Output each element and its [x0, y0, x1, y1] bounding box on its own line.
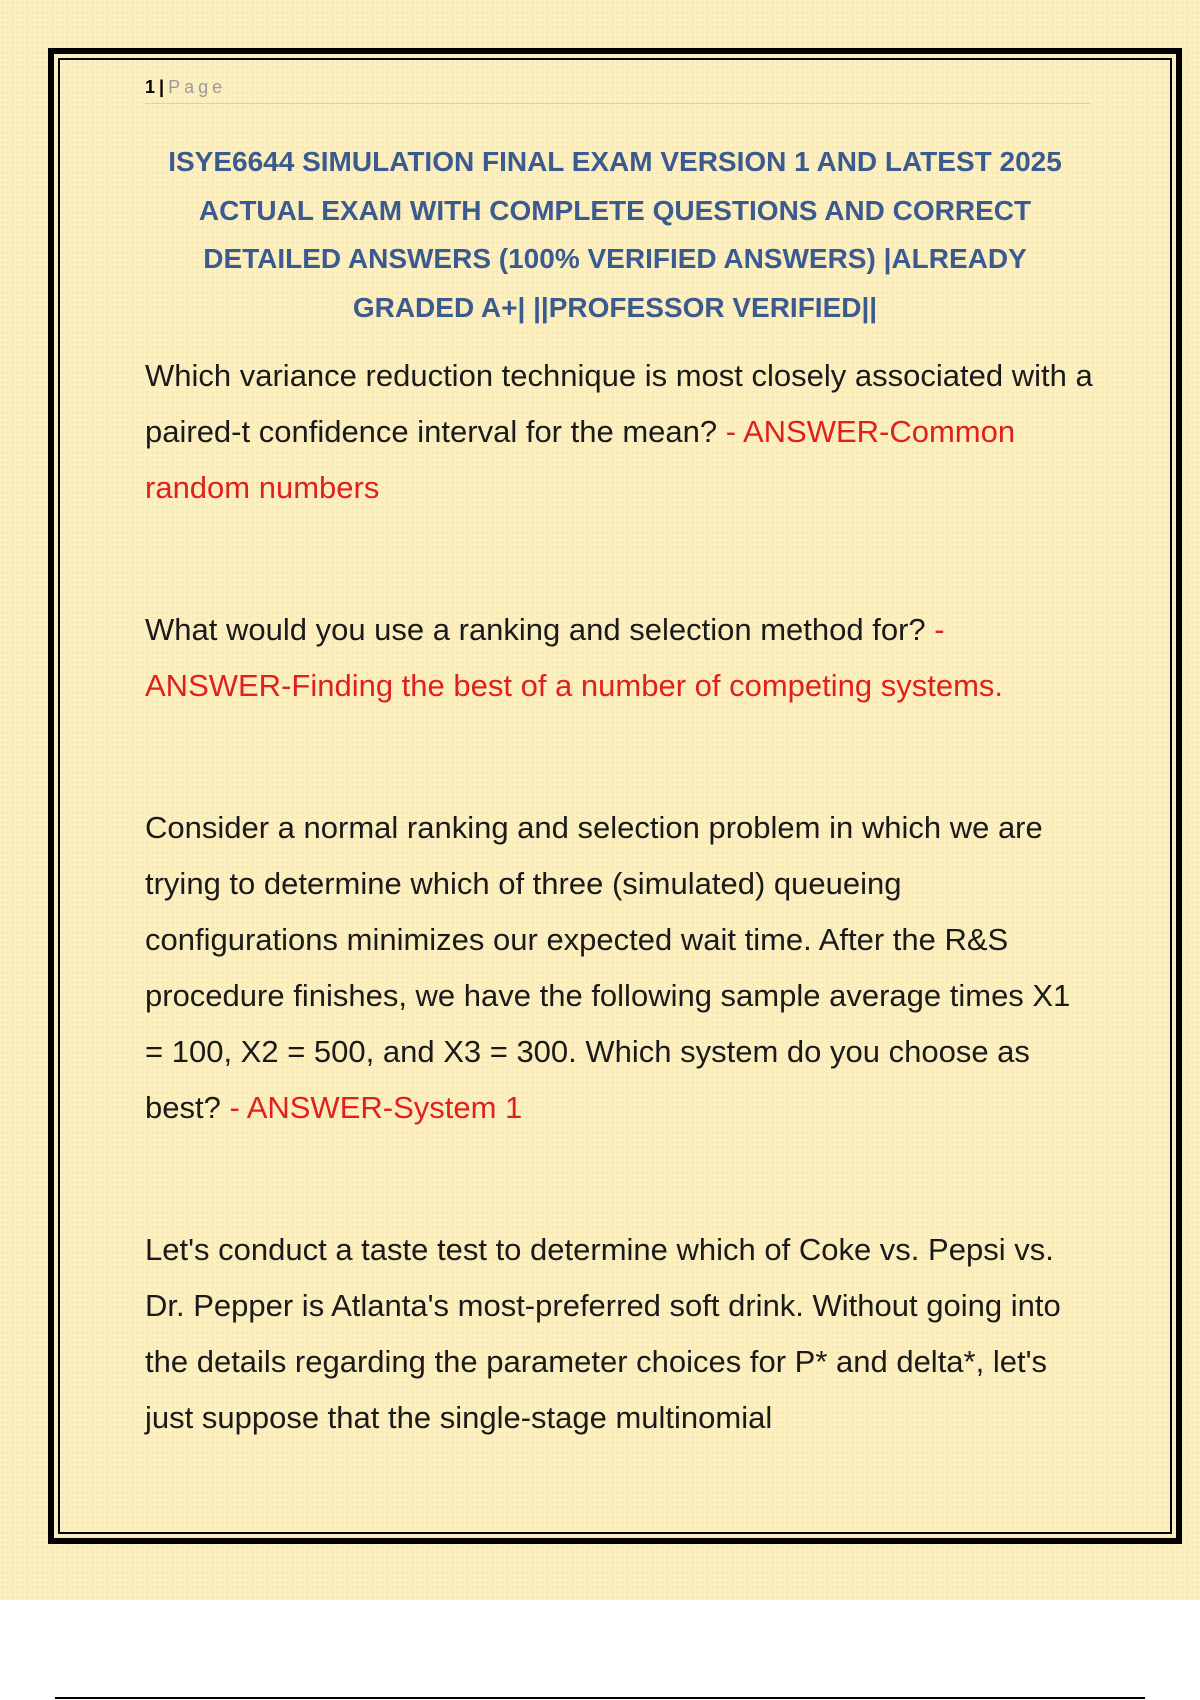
question-text: Which variance reduction technique is most closely associated with a paired-t confidence interval for the mean?	[145, 358, 1093, 449]
page-separator: |	[159, 77, 165, 97]
question-text: Consider a normal ranking and selection problem in which we are trying to determine which of three (simulated) queueing configurations minimizes our expected wait time. After the R&S procedure finishes, we have the following sample average times X1 = 100, X2 = 500, and X3 = 300. Which system do you choose as best?	[145, 810, 1071, 1125]
question-text: Let's conduct a taste test to determine which of Coke vs. Pepsi vs. Dr. Pepper is Atlanta's most-preferred soft drink. Without going into the details regarding the parameter choices for P* and delta*, let's just suppose that the single-stage multinomial	[145, 1232, 1061, 1435]
answer-text: - ANSWER-System 1	[229, 1090, 523, 1125]
page-number: 1	[145, 77, 156, 97]
bottom-divider	[55, 1697, 1145, 1699]
answer-text: - ANSWER-Finding the best of a number of competing systems.	[145, 612, 1004, 703]
answer-text: - ANSWER-Common random numbers	[145, 414, 1016, 505]
qa-item	[145, 800, 1095, 1136]
page-label: Page	[168, 77, 227, 97]
page-header	[145, 75, 1090, 104]
document-title: ISYE6644 SIMULATION FINAL EXAM VERSION 1 AND LATEST 2025 ACTUAL EXAM WITH COMPLETE QUESTIONS AND CORRECT DETAILED ANSWERS (100% VERIFIED ANSWERS) |ALREADY GRADED A+| ||PROFESSOR VERIFIED||	[168, 146, 1062, 323]
qa-list	[145, 348, 1095, 1446]
qa-item	[145, 1222, 1095, 1446]
qa-item	[145, 602, 1095, 714]
question-text: What would you use a ranking and selection method for?	[145, 612, 926, 647]
qa-item	[145, 348, 1095, 516]
